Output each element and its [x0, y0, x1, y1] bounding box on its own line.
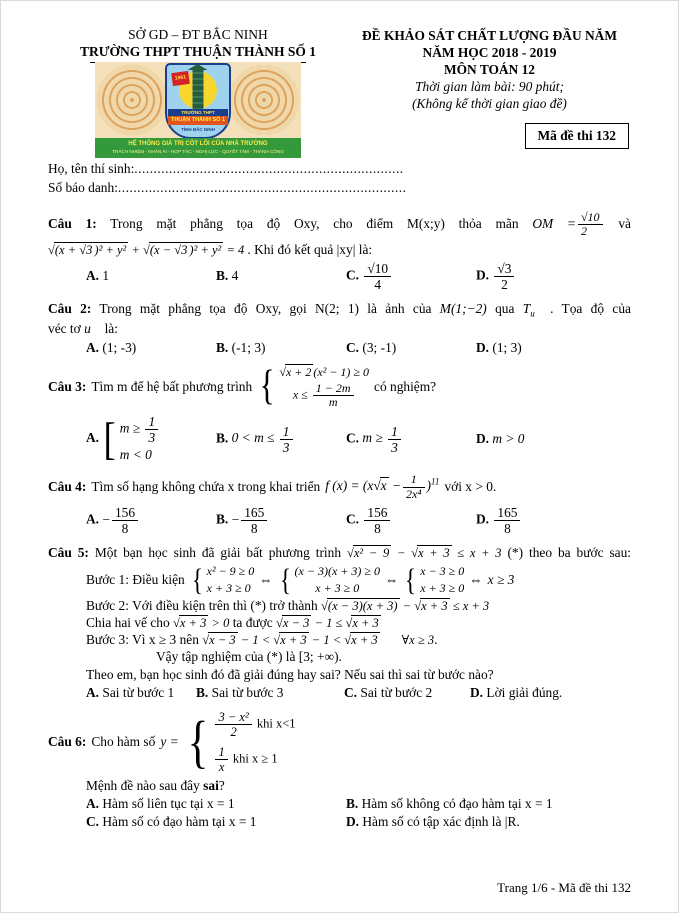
question-label: Câu 1: [48, 216, 97, 232]
question-label: Câu 4: [48, 479, 87, 495]
question-1-options [48, 261, 631, 292]
logo-ornament-left [97, 65, 167, 135]
logo-shield-line3: TỈNH BẮC NINH [181, 127, 215, 132]
question-1-stem: Câu 1: Trong mặt phẳng tọa độ Oxy, cho điểm M(x;y) thỏa mãn OM = $\frac{√10}{2}$ và [48, 210, 631, 239]
option-b: B. Hàm số không có đạo hàm tại x = 1 [346, 796, 553, 812]
option-c: C. $\frac{√10}{4}$ [346, 261, 476, 292]
logo-emblem [95, 62, 301, 138]
question-3 [48, 365, 631, 465]
logo-motto [95, 138, 301, 158]
question-5-question-line: Theo em, bạn học sinh đó đã giải đúng hay sai? Nếu sai thì sai từ bước nào? [86, 667, 494, 683]
option-a: A. (1; -3) [86, 339, 137, 355]
option-c: C. m ≥ $\frac{1}{3}$ [346, 424, 476, 455]
question-4-stem: Câu 4: Tìm số hạng không chứa x trong khai triển f (x) = (x√x − $\frac{1}{\text{2x⁴}}$ )$^{11}$ với x > 0. [48, 472, 497, 501]
question-1 [48, 211, 631, 292]
question-4-options [48, 505, 631, 536]
student-info [48, 160, 631, 197]
student-name-label: Họ, tên thí sinh: [48, 161, 135, 176]
option-d: D. $\frac{165}{8}$ [476, 505, 631, 536]
option-a: A. Hàm số liên tục tại x = 1 [86, 796, 235, 812]
student-id-dots: ........................................................................... [117, 179, 407, 195]
question-2-stem-line2: véc tơ u⃗ là: [48, 320, 118, 336]
question-5-stem: Câu 5: Một bạn học sinh đã giải bất phương trình √x² − 9 − √x + 3 ≤ x + 3 (*) theo ba bước sau: [48, 545, 632, 561]
option-b: B. (-1; 3) [216, 339, 266, 355]
subject-title: MÔN TOÁN 12 [443, 62, 535, 77]
question-text: Trong mặt phẳng tọa độ Oxy, cho điểm M(x;y) thỏa mãn [110, 216, 519, 232]
header [48, 27, 631, 158]
question-5-divide-line: Chia hai vế cho √x + 3 > 0 ta được √x − 3 − 1 ≤ √x + 3 [86, 615, 379, 631]
header-right [348, 27, 631, 158]
student-id-line [48, 179, 631, 198]
question-5-step1: Bước 1: Điều kiện { x² − 9 ≥ 0 x + 3 ≥ 0 ⇔ { (x − 3)(x + 3) ≥ 0 x + 3 ≥ 0 ⇔ { x − 3 ≥ 0 x + 3 ≥ 0 ⇔ x ≥ 3 [86, 561, 515, 597]
option-d: D. $\frac{√3}{2}$ [476, 261, 631, 292]
option-d: D. (1; 3) [476, 339, 522, 355]
school-name: TRƯỜNG THPT THUẬN THÀNH SỐ 1 [80, 44, 316, 59]
formula-piecewise: { $\frac{\text{3 − x²}}{2}$ khi x<1 $\frac{1}{x}$ khi x ≥ 1 [187, 708, 296, 775]
logo-shield-line1: TRƯỜNG THPT [168, 109, 228, 116]
question-5 [48, 545, 631, 701]
question-label: Câu 3: [48, 378, 87, 394]
question-6-options [48, 796, 631, 830]
logo-ornament-right [229, 65, 299, 135]
option-c: C. (3; -1) [346, 339, 397, 355]
logo-shield-line2: THUẬN THÀNH SỐ 1 [168, 116, 228, 125]
page-footer: Trang 1/6 - Mã đề thi 132 [497, 880, 631, 895]
question-label: Câu 2: [48, 300, 92, 316]
option-c: C. Sai từ bước 2 [344, 685, 433, 701]
logo-tower-icon [193, 68, 204, 110]
logo-shield [165, 63, 231, 138]
formula-translation: $T_{u⃗}$ [522, 300, 542, 319]
option-a: A. [ m ≥ $\frac{1}{3}$ m < 0 [86, 414, 216, 464]
option-a: A. 1 [86, 268, 110, 284]
formula-system: { √x + 2 (x² − 1) ≥ 0 x ≤ $\frac{1 - 2m}{m}$ [259, 363, 370, 410]
question-5-step3: Bước 3: Vì x ≥ 3 nên √x − 3 − 1 < √x + 3 − 1 < √x + 3 ∀x ≥ 3. [86, 632, 438, 648]
logo-flag-icon [171, 71, 190, 86]
option-b: B. 4 [216, 268, 239, 284]
question-2-stem: Câu 2: Trong mặt phẳng tọa độ Oxy, gọi N(2; 1) là ảnh của M(1;−2) qua $T_{u⃗}$ . Tọa độ của [48, 300, 631, 319]
student-name-dots: ...................................................................... [134, 161, 404, 176]
question-4 [48, 473, 631, 536]
school-year: NĂM HỌC 2018 - 2019 [422, 45, 557, 60]
question-6 [48, 710, 631, 830]
formula-om: OM = $\frac{√10}{2}$ [532, 216, 604, 231]
option-d: D. m > 0 [476, 431, 525, 447]
student-id-label: Số báo danh: [48, 179, 118, 195]
question-6-stem: Câu 6: Cho hàm số y = { $\frac{\text{3 − x²}}{2}$ khi x<1 $\frac{1}{x}$ khi x ≥ 1 [48, 708, 296, 775]
question-5-conclusion: Vậy tập nghiệm của (*) là [3; +∞). [156, 649, 342, 665]
question-3-stem: Câu 3: Tìm m để hệ bất phương trình { √x + 2 (x² − 1) ≥ 0 x ≤ $\frac{1 - 2m}{m}$ có nghiệm? [48, 363, 437, 410]
logo-motto-line2: TRÁCH NHIỆM - NHÂN ÁI - HỢP TÁC - NGHỊ LỰC - QUYẾT TÂM - THÀNH CÔNG [112, 149, 284, 154]
question-label: Câu 5: [48, 545, 89, 561]
question-5-options [48, 685, 631, 701]
department-name: SỞ GD – ĐT BẮC NINH [128, 27, 268, 42]
exam-duration-note: (Không kể thời gian giao đề) [412, 96, 567, 111]
option-d: D. Lời giải đúng. [470, 685, 563, 701]
question-3-options [48, 414, 631, 464]
option-b: B. Sai từ bước 3 [196, 685, 284, 701]
question-2-options [48, 340, 631, 356]
exam-duration: Thời gian làm bài: 90 phút; [415, 79, 564, 94]
logo-flag-year: 1961 [174, 74, 187, 82]
question-1-formula-line: √(x + √3 )² + y² + √(x − √3 )² + y² = 4 . Khi đó kết quả |xy| là: [48, 241, 373, 257]
option-b: B. 0 < m ≤ $\frac{1}{3}$ [216, 424, 346, 455]
logo-motto-line1: HỆ THỐNG GIÁ TRỊ CỐT LÕI CỦA NHÀ TRƯỜNG [128, 141, 268, 147]
school-logo [95, 62, 301, 158]
formula-ellipse: √(x + √3 )² + y² + √(x − √3 )² + y² = 4 [48, 242, 245, 257]
option-c: C. $\frac{156}{8}$ [346, 505, 476, 536]
exam-code-box: Mã đề thi 132 [525, 123, 629, 149]
formula-expansion: f (x) = (x√x − $\frac{1}{\text{2x⁴}}$ )$^{11}$ [325, 472, 440, 501]
option-b: B. − $\frac{165}{8}$ [216, 505, 346, 536]
option-a: A. Sai từ bước 1 [86, 685, 175, 701]
option-a: A. − $\frac{156}{8}$ [86, 505, 216, 536]
header-left [48, 27, 348, 158]
question-5-step2: Bước 2: Với điều kiện trên thì (*) trở thành √(x − 3)(x + 3) − √x + 3 ≤ x + 3 [86, 598, 490, 614]
exam-title: ĐỀ KHẢO SÁT CHẤT LƯỢNG ĐẦU NĂM [362, 28, 617, 43]
question-label: Câu 6: [48, 734, 87, 750]
option-c: C. Hàm số có đạo hàm tại x = 1 [86, 814, 257, 830]
formula-inequality: √x² − 9 − √x + 3 ≤ x + 3 [346, 546, 502, 561]
option-d: D. Hàm số có tập xác định là |R. [346, 814, 520, 830]
student-name-line [48, 160, 631, 179]
question-6-prompt: Mệnh đề nào sau đây sai? [86, 778, 225, 794]
question-2 [48, 301, 631, 356]
